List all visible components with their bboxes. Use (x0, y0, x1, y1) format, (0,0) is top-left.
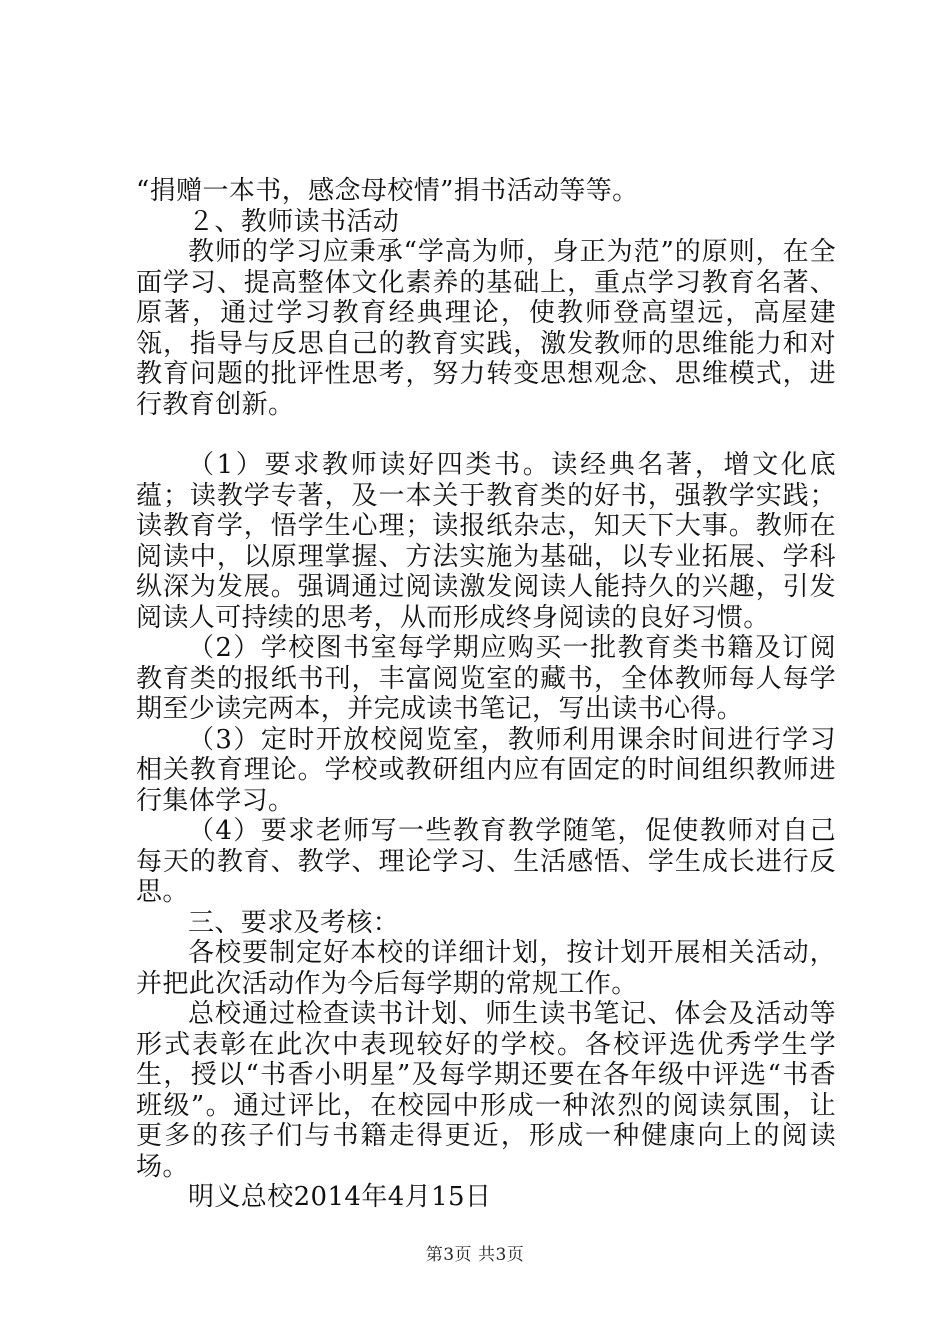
list-item-reading-room: （3）定时开放校阅览室，教师利用课余时间进行学习相关教育理论。学校或教研组内应有固定的时间组织教师进行集体学习。 (136, 724, 836, 816)
list-item-four-kinds-of-books: （1）要求教师读好四类书。读经典名著，增文化底蕴；读教学专著，及一本关于教育类的好书，强教学实践；读教育学，悟学生心理；读报纸杂志，知天下大事。教师在阅读中，以原理掌握、方法实施为基础，以专业拓展、学科纵深为发展。强调通过阅读激发阅读人能持久的兴趣，引发阅读人可持续的思考，从而形成终身阅读的良好习惯。 (136, 450, 836, 633)
section-heading-teacher-reading: ２、教师读书活动 (188, 206, 400, 237)
paragraph-school-plans: 各校要制定好本校的详细计划，按计划开展相关活动，并把此次活动作为今后每学期的常规工作。 (136, 938, 836, 999)
page-number-footer: 第3页 共3页 (425, 1245, 525, 1265)
paragraph-evaluation: 总校通过检查读书计划、师生读书笔记、体会及活动等形式表彰在此次中表现较好的学校。各校评选优秀学生学生，授以“书香小明星”及每学期还要在各年级中评选“书香班级”。通过评比，在校园中形成一种浓烈的阅读氛围，让更多的孩子们与书籍走得更近，形成一种健康向上的阅读场。 (136, 999, 836, 1182)
section-heading-requirements: 三、要求及考核： (188, 907, 400, 938)
list-item-teaching-essays: （4）要求老师写一些教育教学随笔，促使教师对自己每天的教育、教学、理论学习、生活感悟、学生成长进行反思。 (136, 816, 836, 907)
list-item-library-purchases: （2）学校图书室每学期应购买一批教育类书籍及订阅教育类的报纸书刊，丰富阅览室的藏书，全体教师每人每学期至少读完两本，并完成读书笔记，写出读书心得。 (136, 633, 836, 724)
paragraph-book-donation: “捐赠一本书，感念母校情”捐书活动等等。 (136, 176, 639, 206)
signature-date-line: 明义总校2014年4月15日 (188, 1182, 492, 1212)
document-body (136, 176, 836, 1213)
paragraph-teacher-learning: 教师的学习应秉承“学高为师，身正为范”的原则，在全面学习、提高整体文化素养的基础上，重点学习教育名著、原著，通过学习教育经典理论，使教师登高望远，高屋建瓴，指导与反思自己的教育实践，激发教师的思维能力和对教育问题的批评性思考，努力转变思想观念、思维模式，进行教育创新。 (136, 237, 836, 420)
